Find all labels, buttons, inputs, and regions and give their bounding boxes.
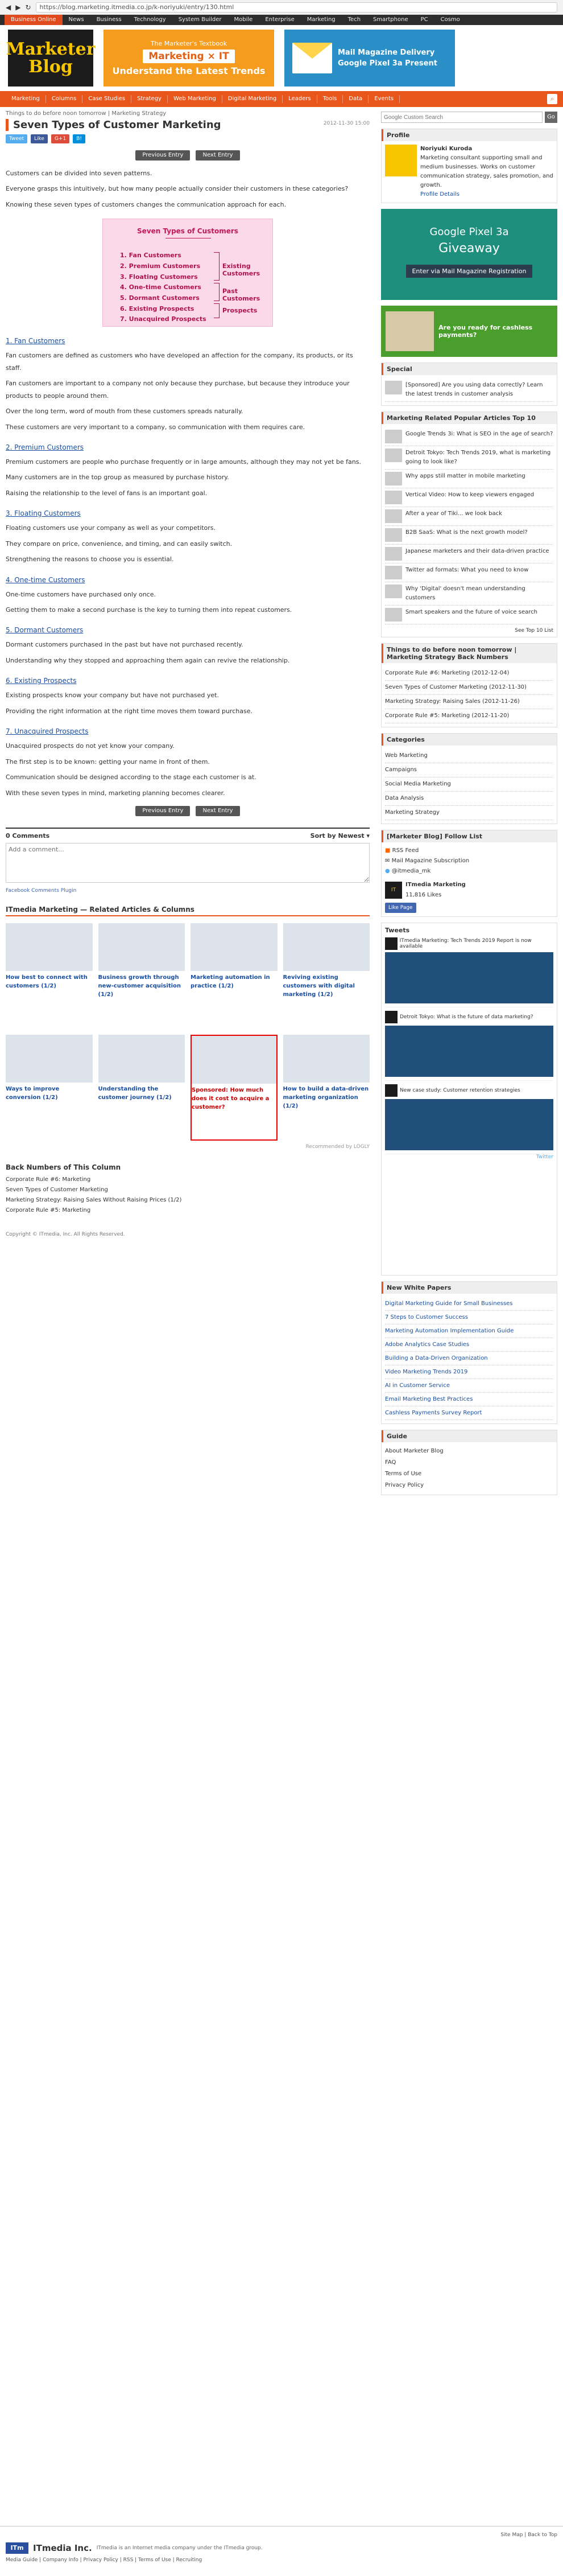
top10-thumb bbox=[385, 472, 402, 485]
related-thumb bbox=[191, 923, 278, 971]
footer-brand: ITmedia Inc. bbox=[33, 2543, 92, 2553]
prev-entry-button[interactable]: Previous Entry bbox=[135, 806, 190, 816]
banner-line3: Understand the Latest Trends bbox=[112, 65, 266, 76]
section-paragraph: With these seven types in mind, marketing planning becomes clearer. bbox=[6, 789, 225, 797]
related-title: Understanding the customer journey (1/2) bbox=[98, 1085, 172, 1101]
twitter-follow[interactable] bbox=[385, 866, 553, 877]
top10-thumb bbox=[385, 491, 402, 504]
profile-box bbox=[381, 129, 557, 203]
related-thumb bbox=[283, 923, 370, 971]
section-paragraph: These customers are very important to a company, so communication with them requires care. bbox=[6, 423, 305, 431]
section-paragraph: Raising the relationship to the level of fans is an important goal. bbox=[6, 489, 208, 497]
related-title: Sponsored: How much does it cost to acquire a customer? bbox=[192, 1087, 270, 1110]
top10-item[interactable] bbox=[385, 446, 553, 470]
special-box bbox=[381, 363, 557, 406]
related-card[interactable] bbox=[283, 1035, 370, 1141]
related-card[interactable] bbox=[6, 923, 93, 1029]
catnav-item-3[interactable]: Strategy bbox=[131, 95, 168, 103]
category-item[interactable]: Data Analysis bbox=[385, 792, 553, 806]
banner-line2: Marketing × IT bbox=[143, 50, 234, 63]
figure-item: 3. Floating Customers bbox=[120, 273, 198, 281]
backnumber-item[interactable]: Corporate Rule #5: Marketing bbox=[6, 1207, 91, 1213]
category-item[interactable]: Marketing Strategy bbox=[385, 806, 553, 820]
section-paragraph: Premium customers are people who purchase frequently or in large amounts, although they may not yet be fans. bbox=[6, 458, 361, 466]
rss-icon: ■ bbox=[385, 847, 391, 854]
section-heading: 4. One-time Customers bbox=[6, 575, 85, 584]
top10-item[interactable] bbox=[385, 545, 553, 563]
related-card[interactable] bbox=[98, 923, 185, 1029]
special-item[interactable] bbox=[385, 378, 553, 402]
related-card[interactable] bbox=[283, 923, 370, 1029]
top10-item[interactable] bbox=[385, 563, 553, 582]
guide-heading: Guide bbox=[382, 1430, 557, 1442]
pixel-ad-cta[interactable]: Enter via Mail Magazine Registration bbox=[406, 265, 532, 278]
top10-item[interactable] bbox=[385, 526, 553, 545]
reload-icon[interactable]: ↻ bbox=[25, 3, 31, 11]
tweet-item[interactable] bbox=[385, 1081, 553, 1154]
site-footer bbox=[0, 2526, 563, 2576]
search-button[interactable]: Go bbox=[545, 112, 557, 123]
whitepaper-box bbox=[381, 1281, 557, 1424]
existing-bracket bbox=[214, 252, 220, 281]
section-heading: 5. Dormant Customers bbox=[6, 626, 84, 635]
backnumbers-heading: Back Numbers of This Column bbox=[6, 1163, 121, 1171]
related-card[interactable] bbox=[6, 1035, 93, 1141]
forward-icon[interactable]: ▶ bbox=[15, 3, 21, 11]
tweet-avatar bbox=[385, 937, 398, 950]
whitepaper-item[interactable]: AI in Customer Service bbox=[385, 1379, 553, 1393]
topnav-item-5[interactable]: Mobile bbox=[234, 17, 253, 23]
comments-section bbox=[6, 828, 370, 894]
footer-nav[interactable]: Site Map | Back to Top bbox=[500, 2532, 557, 2538]
top10-thumb bbox=[385, 566, 402, 579]
guide-item[interactable]: Terms of Use bbox=[385, 1471, 422, 1477]
section-paragraph: Fan customers are defined as customers who have developed an affection for the company, its products, or its staff. bbox=[6, 352, 353, 372]
mailmag-link[interactable] bbox=[385, 856, 553, 866]
backnumber-item[interactable]: Corporate Rule #6: Marketing bbox=[6, 1176, 91, 1183]
figure-item: 1. Fan Customers bbox=[120, 252, 181, 260]
twitter-icon: ● bbox=[385, 868, 390, 874]
top10-label: Google Trends 3i: What is SEO in the age of search? bbox=[405, 431, 553, 437]
twitter-account: @itmedia_mk bbox=[391, 868, 431, 874]
top10-item[interactable] bbox=[385, 488, 553, 507]
top10-thumb bbox=[385, 608, 402, 622]
backnumber-item[interactable]: Marketing Strategy: Raising Sales Without Raising Prices (1/2) bbox=[6, 1196, 182, 1203]
pixel-ad[interactable] bbox=[381, 209, 557, 300]
rss-label: RSS Feed bbox=[392, 847, 419, 854]
series-item[interactable]: Seven Types of Customer Marketing (2012-11-30) bbox=[385, 681, 553, 695]
top10-label: Why 'Digital' doesn't mean understanding customers bbox=[405, 586, 525, 601]
whitepaper-item[interactable]: Email Marketing Best Practices bbox=[385, 1393, 553, 1406]
profile-heading: Profile bbox=[382, 129, 557, 141]
catnav-item-8[interactable]: Data bbox=[343, 95, 369, 103]
category-item[interactable]: Campaigns bbox=[385, 763, 553, 777]
top10-box bbox=[381, 411, 557, 637]
search-input[interactable] bbox=[381, 112, 543, 123]
topnav-item-0[interactable]: Business Online bbox=[5, 15, 63, 25]
intro-paragraph: Everyone grasps this intuitively, but how many people actually consider their customers in these categories? bbox=[6, 185, 349, 193]
existing-label: Existing Customers bbox=[222, 262, 260, 278]
topnav-item-7[interactable]: Marketing bbox=[307, 17, 336, 23]
top10-item[interactable] bbox=[385, 606, 553, 624]
whitepaper-item[interactable]: Adobe Analytics Case Studies bbox=[385, 1338, 553, 1352]
pager-bottom bbox=[6, 806, 370, 816]
section-paragraph: The first step is to be known: getting your name in front of them. bbox=[6, 758, 210, 766]
copyright: Copyright © ITmedia, Inc. All Rights Reserved. bbox=[6, 1231, 125, 1237]
avatar bbox=[385, 145, 417, 176]
special-heading: Special bbox=[382, 363, 557, 375]
section-paragraph: Dormant customers purchased in the past but have not purchased recently. bbox=[6, 641, 243, 649]
footer-tagline: ITmedia is an Internet media company under the ITmedia group. bbox=[96, 2545, 263, 2551]
whitepaper-item[interactable]: Cashless Payments Survey Report bbox=[385, 1406, 553, 1420]
series-box bbox=[381, 643, 557, 727]
section-paragraph: One-time customers have purchased only once. bbox=[6, 590, 156, 598]
tweet-text: Detroit Tokyo: What is the future of data marketing? bbox=[400, 1014, 533, 1020]
catnav-item-0[interactable]: Marketing bbox=[6, 95, 46, 103]
prospect-label: Prospects bbox=[222, 307, 258, 315]
top10-thumb bbox=[385, 430, 402, 443]
twitter-feed bbox=[381, 923, 557, 1275]
top10-thumb bbox=[385, 585, 402, 598]
follow-box bbox=[381, 830, 557, 917]
past-label: Past Customers bbox=[222, 287, 260, 303]
top10-label: Japanese marketers and their data-driven practice bbox=[405, 548, 549, 554]
intro-paragraph: Knowing these seven types of customers changes the communication approach for each. bbox=[6, 200, 287, 208]
section-paragraph: Communication should be designed according to the stage each customer is at. bbox=[6, 773, 256, 781]
series-item[interactable]: Corporate Rule #6: Marketing (2012-12-04) bbox=[385, 666, 553, 681]
top10-label: Vertical Video: How to keep viewers engaged bbox=[405, 492, 535, 498]
textbook-banner[interactable] bbox=[104, 30, 274, 87]
guide-item[interactable]: FAQ bbox=[385, 1459, 396, 1466]
related-articles bbox=[6, 904, 370, 1150]
catnav-item-1[interactable]: Columns bbox=[46, 95, 83, 103]
hatena-button[interactable]: B! bbox=[73, 134, 85, 143]
topnav-item-11[interactable]: Cosmo bbox=[440, 17, 460, 23]
related-title: Reviving existing customers with digital marketing (1/2) bbox=[283, 974, 355, 998]
breadcrumb[interactable]: Things to do before noon tomorrow | Marketing Strategy bbox=[6, 110, 167, 117]
whitepaper-item[interactable]: Marketing Automation Implementation Guide bbox=[385, 1324, 553, 1338]
top10-heading: Marketing Related Popular Articles Top 10 bbox=[382, 412, 557, 424]
article-body bbox=[6, 167, 370, 799]
twitter-link[interactable]: Twitter bbox=[536, 1154, 553, 1160]
figure-item: 4. One-time Customers bbox=[120, 283, 201, 291]
special-thumb bbox=[385, 381, 402, 394]
comment-input[interactable] bbox=[6, 843, 370, 883]
section-heading: 7. Unacquired Prospects bbox=[6, 727, 89, 736]
follow-heading: [Marketer Blog] Follow List bbox=[382, 830, 557, 842]
section-paragraph: Unacquired prospects do not yet know your company. bbox=[6, 742, 175, 750]
next-entry-button[interactable]: Next Entry bbox=[196, 806, 239, 816]
recommended-by[interactable]: Recommended by LOGLY bbox=[305, 1143, 370, 1150]
related-thumb bbox=[283, 1035, 370, 1083]
tweet-image bbox=[385, 1026, 553, 1077]
next-entry-button[interactable]: Next Entry bbox=[196, 150, 239, 161]
related-heading: ITmedia Marketing — Related Articles & Columns bbox=[6, 904, 370, 916]
mailmag-banner[interactable] bbox=[284, 30, 455, 87]
catnav-item-9[interactable]: Events bbox=[369, 95, 400, 103]
related-card[interactable] bbox=[191, 923, 278, 1029]
top10-label: Detroit Tokyo: Tech Trends 2019, what is marketing going to look like? bbox=[405, 450, 551, 465]
tweet-item[interactable] bbox=[385, 1007, 553, 1081]
top10-thumb bbox=[385, 448, 402, 462]
comment-sort[interactable]: Sort by Newest ▾ bbox=[310, 832, 370, 840]
address-bar[interactable]: https://blog.marketing.itmedia.co.jp/k-noriyuki/entry/130.html bbox=[36, 2, 557, 13]
brand-tile: IT bbox=[385, 882, 402, 899]
sort-label: Sort by bbox=[310, 832, 336, 840]
related-thumb bbox=[192, 1036, 276, 1084]
site-logo[interactable]: Marketer Blog bbox=[8, 30, 93, 87]
section-paragraph: Getting them to make a second purchase is the key to turning them into repeat customers. bbox=[6, 606, 292, 614]
whitepaper-item[interactable]: Building a Data-Driven Organization bbox=[385, 1352, 553, 1365]
mailmag-label: Mail Magazine Subscription bbox=[391, 858, 470, 864]
top10-label: Why apps still matter in mobile marketing bbox=[405, 473, 525, 479]
section-paragraph: Understanding why they stopped and approaching them again can revive the relationship. bbox=[6, 656, 290, 664]
post-date: 2012-11-30 15:00 bbox=[323, 121, 370, 126]
section-heading: 6. Existing Prospects bbox=[6, 677, 77, 685]
related-title: How to build a data-driven marketing organization (1/2) bbox=[283, 1085, 369, 1109]
figure-item: 2. Premium Customers bbox=[120, 262, 201, 270]
top-nav bbox=[0, 15, 563, 25]
intro-paragraph: Customers can be divided into seven patterns. bbox=[6, 170, 152, 177]
special-item-label: [Sponsored] Are you using data correctly? Learn the latest trends in customer analysis bbox=[405, 382, 543, 397]
profile-text: Marketing consultant supporting small and medium businesses. Works on customer communication strategy, sales promotion, and growth. bbox=[420, 155, 553, 188]
top10-thumb bbox=[385, 528, 402, 542]
site-header bbox=[0, 25, 563, 91]
whitepaper-heading: New White Papers bbox=[382, 1282, 557, 1294]
catnav-item-6[interactable]: Leaders bbox=[283, 95, 317, 103]
related-title: How best to connect with customers (1/2) bbox=[6, 974, 88, 989]
section-heading: 2. Premium Customers bbox=[6, 443, 84, 451]
figure-item: 6. Existing Prospects bbox=[120, 304, 194, 312]
sponsored-card[interactable] bbox=[191, 1035, 278, 1141]
section-heading: 3. Floating Customers bbox=[6, 509, 81, 518]
tweet-avatar bbox=[385, 1011, 398, 1023]
past-bracket bbox=[214, 283, 220, 301]
envelope-icon bbox=[292, 43, 332, 73]
whitepaper-item[interactable]: Digital Marketing Guide for Small Businesses bbox=[385, 1297, 553, 1311]
cashless-ad-image bbox=[386, 311, 434, 351]
banner-line1: The Marketer's Textbook bbox=[150, 40, 227, 47]
backnumber-item[interactable]: Seven Types of Customer Marketing bbox=[6, 1186, 108, 1193]
share-buttons bbox=[6, 134, 370, 143]
figure-item: 7. Unacquired Prospects bbox=[120, 315, 206, 323]
footer-logo[interactable]: ITm bbox=[6, 2542, 28, 2554]
fb-comments-plugin[interactable]: Facebook Comments Plugin bbox=[6, 887, 77, 894]
whitepaper-item[interactable]: Video Marketing Trends 2019 bbox=[385, 1365, 553, 1379]
figure-list bbox=[120, 250, 206, 325]
top10-item[interactable] bbox=[385, 582, 553, 606]
section-heading: 1. Fan Customers bbox=[6, 337, 65, 345]
tweet-button[interactable]: Tweet bbox=[6, 134, 27, 143]
profile-name: Noriyuki Kuroda bbox=[420, 146, 473, 152]
cashless-ad-text: Are you ready for cashless payments? bbox=[438, 324, 533, 339]
rss-link[interactable] bbox=[385, 846, 553, 856]
related-thumb bbox=[6, 1035, 93, 1083]
customer-types-figure bbox=[102, 219, 273, 327]
related-title: Business growth through new-customer acquisition (1/2) bbox=[98, 974, 181, 998]
related-thumb bbox=[6, 923, 93, 971]
category-item[interactable]: Web Marketing bbox=[385, 749, 553, 763]
top10-label: Twitter ad formats: What you need to know bbox=[405, 567, 529, 573]
tweet-text: ITmedia Marketing: Tech Trends 2019 Report is now available bbox=[399, 938, 532, 949]
related-title: Ways to improve conversion (1/2) bbox=[6, 1085, 60, 1101]
tweets-heading: Tweets bbox=[385, 927, 410, 934]
category-box bbox=[381, 733, 557, 824]
series-heading: Things to do before noon tomorrow | Marketing Strategy Back Numbers bbox=[382, 644, 557, 663]
topnav-item-4[interactable]: System Builder bbox=[178, 17, 222, 23]
category-heading: Categories bbox=[382, 734, 557, 746]
article-main bbox=[6, 107, 370, 1495]
sort-value: Newest bbox=[338, 832, 365, 840]
mail-icon: ✉ bbox=[385, 858, 390, 864]
browser-bar bbox=[0, 0, 563, 15]
guide-item[interactable]: About Marketer Blog bbox=[385, 1448, 444, 1454]
section-paragraph: Floating customers use your company as well as your competitors. bbox=[6, 524, 216, 532]
section-paragraph: Providing the right information at the right time moves them toward purchase. bbox=[6, 707, 252, 715]
figure-item: 5. Dormant Customers bbox=[120, 294, 200, 302]
gplus-button[interactable]: G+1 bbox=[51, 134, 69, 143]
topnav-item-1[interactable]: News bbox=[68, 17, 84, 23]
top10-thumb bbox=[385, 509, 402, 523]
guide-item[interactable]: Privacy Policy bbox=[385, 1482, 424, 1488]
section-paragraph: Many customers are in the top group as measured by purchase history. bbox=[6, 474, 229, 482]
top10-item[interactable] bbox=[385, 507, 553, 526]
category-item[interactable]: Social Media Marketing bbox=[385, 777, 553, 792]
search-icon[interactable]: ⌕ bbox=[547, 94, 557, 104]
related-title: Marketing automation in practice (1/2) bbox=[191, 974, 270, 989]
section-paragraph: Fan customers are important to a company not only because they purchase, but because they introduce your products to people around them. bbox=[6, 380, 350, 400]
catnav-item-4[interactable]: Web Marketing bbox=[168, 95, 222, 103]
series-item[interactable]: Marketing Strategy: Raising Sales (2012-11-26) bbox=[385, 695, 553, 709]
figure-title: Seven Types of Customers bbox=[137, 227, 238, 236]
top10-label: B2B SaaS: What is the next growth model? bbox=[405, 529, 528, 536]
topnav-item-9[interactable]: Smartphone bbox=[373, 17, 408, 23]
sidebar bbox=[381, 107, 557, 1495]
tweet-item[interactable] bbox=[385, 934, 553, 1007]
top10-label: Smart speakers and the future of voice search bbox=[405, 609, 537, 615]
brand-name: ITmedia Marketing bbox=[405, 882, 466, 888]
related-thumb bbox=[98, 923, 185, 971]
pixel-ad-title: Google Pixel 3a bbox=[429, 226, 509, 238]
prospect-bracket bbox=[214, 303, 220, 318]
catnav-item-7[interactable]: Tools bbox=[317, 95, 343, 103]
topnav-item-2[interactable]: Business bbox=[96, 17, 122, 23]
prev-entry-button[interactable]: Previous Entry bbox=[135, 150, 190, 161]
catnav-item-2[interactable]: Case Studies bbox=[82, 95, 131, 103]
section-paragraph: Strengthening the reasons to choose you is essential. bbox=[6, 555, 174, 563]
fb-like-page-button[interactable]: Like Page bbox=[385, 903, 416, 913]
topnav-item-6[interactable]: Enterprise bbox=[265, 17, 295, 23]
category-nav bbox=[0, 91, 563, 107]
top10-item[interactable] bbox=[385, 470, 553, 488]
related-thumb bbox=[98, 1035, 185, 1083]
top10-more-link[interactable]: See Top 10 List bbox=[515, 628, 553, 633]
page-title: Seven Types of Customer Marketing bbox=[6, 119, 370, 131]
whitepaper-item[interactable]: 7 Steps to Customer Success bbox=[385, 1311, 553, 1324]
section-paragraph: Over the long term, word of mouth from these customers spreads naturally. bbox=[6, 408, 243, 415]
top10-item[interactable] bbox=[385, 427, 553, 446]
footer-links[interactable]: Media Guide | Company Info | Privacy Policy | RSS | Terms of Use | Recruiting bbox=[6, 2557, 202, 2563]
back-icon[interactable]: ◀ bbox=[6, 3, 11, 11]
cashless-ad[interactable] bbox=[381, 306, 557, 357]
top10-label: After a year of Tiki... we look back bbox=[405, 511, 502, 517]
pixel-ad-sub: Giveaway bbox=[438, 241, 500, 256]
like-count: 11,816 Likes bbox=[405, 892, 442, 898]
top10-thumb bbox=[385, 547, 402, 561]
catnav-item-5[interactable]: Digital Marketing bbox=[222, 95, 283, 103]
section-paragraph: They compare on price, convenience, and timing, and can easily switch. bbox=[6, 540, 233, 548]
tweet-image bbox=[385, 952, 553, 1003]
tweet-text: New case study: Customer retention strategies bbox=[400, 1088, 520, 1093]
search-box bbox=[381, 112, 557, 123]
series-item[interactable]: Corporate Rule #5: Marketing (2012-11-20) bbox=[385, 709, 553, 723]
topnav-item-8[interactable]: Tech bbox=[347, 17, 361, 23]
mailmag-banner-text: Mail Magazine Delivery Google Pixel 3a Present bbox=[338, 48, 437, 68]
profile-link[interactable]: Profile Details bbox=[420, 191, 459, 197]
like-button[interactable]: Like bbox=[31, 134, 48, 143]
section-paragraph: Existing prospects know your company but have not purchased yet. bbox=[6, 692, 219, 699]
backnumbers bbox=[6, 1163, 370, 1216]
tweet-avatar bbox=[385, 1084, 398, 1097]
tweet-image bbox=[385, 1099, 553, 1150]
related-card[interactable] bbox=[98, 1035, 185, 1141]
comment-count: 0 Comments bbox=[6, 832, 50, 840]
pager-top bbox=[6, 150, 370, 161]
topnav-item-3[interactable]: Technology bbox=[134, 17, 166, 23]
topnav-item-10[interactable]: PC bbox=[420, 17, 428, 23]
guide-box bbox=[381, 1430, 557, 1495]
